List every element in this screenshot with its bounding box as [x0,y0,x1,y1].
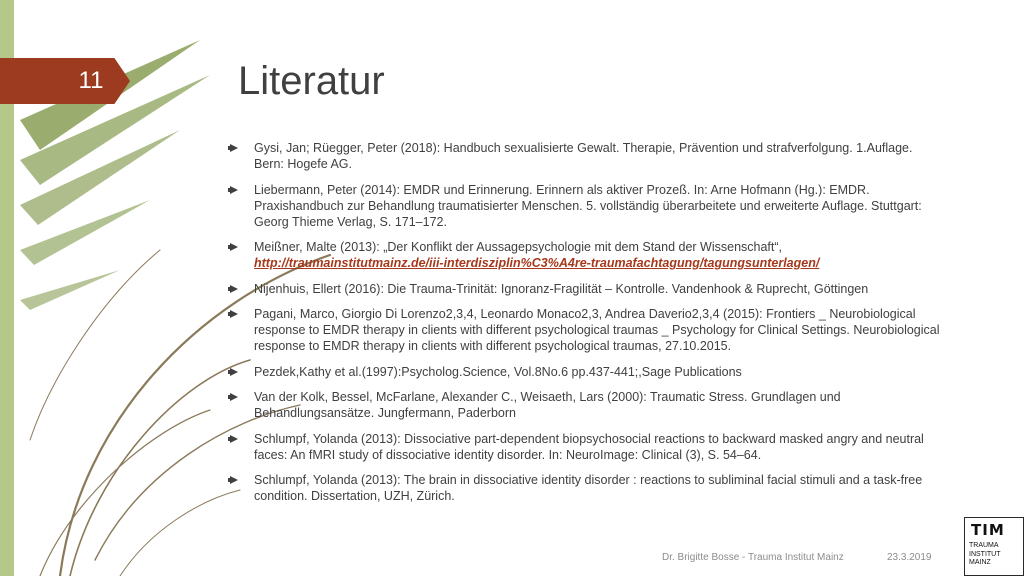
reference-text: Nijenhuis, Ellert (2016): Die Trauma-Trinität: Ignoranz-Fragilität – Kontrolle. Vandenhook & Ruprecht, Göttingen [254,281,869,296]
reference-text: Pagani, Marco, Giorgio Di Lorenzo2,3,4, Leonardo Monaco2,3, Andrea Daverio2,3,4 (2015): Frontiers _ Neurobiological response to EMDR therapy in clients with different psychological traumas _ Psychology for Clinical Settings. Neurobiological response to EMDR therapy in clients with different psychological traumas, 27.10.2015. [254,307,940,353]
bullet-arrow-icon [230,144,238,152]
logo-text [969,542,1001,568]
reference-item [228,364,940,380]
slide-number: 11 [78,67,104,94]
reference-text: Schlumpf, Yolanda (2013): The brain in dissociative identity disorder : reactions to subliminal facial stimuli and a task-free condition. Dissertation, UZH, Zürich. [254,473,923,503]
reference-item [228,389,940,421]
bullet-arrow-icon [230,393,238,401]
reference-text: Van der Kolk, Bessel, McFarlane, Alexander C., Weisaeth, Lars (2000): Traumatic Stress. Grundlagen und Behandlungsansätze. Jungfermann, Paderborn [254,390,841,420]
bullet-arrow-icon [230,243,238,251]
reference-link[interactable]: http://traumainstitutmainz.de/iii-interdisziplin%C3%A4re-traumafachtagung/tagungsunterlagen/ [254,256,820,270]
bullet-arrow-icon [230,476,238,484]
bullet-arrow-icon [230,186,238,194]
bullet-arrow-icon [230,310,238,318]
reference-text: Liebermann, Peter (2014): EMDR und Erinnerung. Erinnern als aktiver Prozeß. In: Arne Hofmann (Hg.): EMDR. Praxishandbuch zur Behandlung traumatisierter Menschen. 5. vollständig überarbeitete und erweiterte Auflage. Stuttgart: Georg Thieme Verlag, S. 171–172. [254,182,922,229]
reference-text: Schlumpf, Yolanda (2013): Dissociative part-dependent biopsychosocial reactions to backward masked angry and neutral faces: An fMRI study of dissociative identity disorder. In: NeuroImage: Clinical (3), S. 54–64. [254,431,924,462]
tim-logo [964,517,1024,576]
reference-text: Gysi, Jan; Rüegger, Peter (2018): Handbuch sexualisierte Gewalt. Therapie, Prävention und strafverfolgung. 1.Auflage. Bern: Hogefe AG. [254,141,913,171]
reference-item [228,472,940,504]
reference-text: Meißner, Malte (2013): „Der Konflikt der Aussagepsychologie mit dem Stand der Wissenschaft“, [254,240,783,254]
reference-item [228,431,940,463]
reference-item [228,281,940,297]
reference-item [228,239,940,271]
logo-line-mainz: MAINZ [969,559,991,566]
footer-author: Dr. Brigitte Bosse - Trauma Institut Mainz [662,552,844,563]
bullet-arrow-icon [230,285,238,293]
slide-number-banner [0,58,130,104]
footer-date: 23.3.2019 [887,552,932,563]
reference-item [228,182,940,230]
logo-line-institut: INSTITUT [969,550,1001,558]
reference-text: Pezdek,Kathy et al.(1997):Psycholog.Science, Vol.8No.6 pp.437-441;,Sage Publications [254,364,742,379]
logo-line-trauma: TRAUMA [969,542,999,549]
bullet-arrow-icon [230,368,238,376]
reference-item [228,140,940,172]
reference-item [228,306,940,354]
logo-mark: TIM [971,521,1005,539]
bullet-arrow-icon [230,435,238,443]
reference-list [228,140,940,514]
slide-title: Literatur [238,59,385,103]
